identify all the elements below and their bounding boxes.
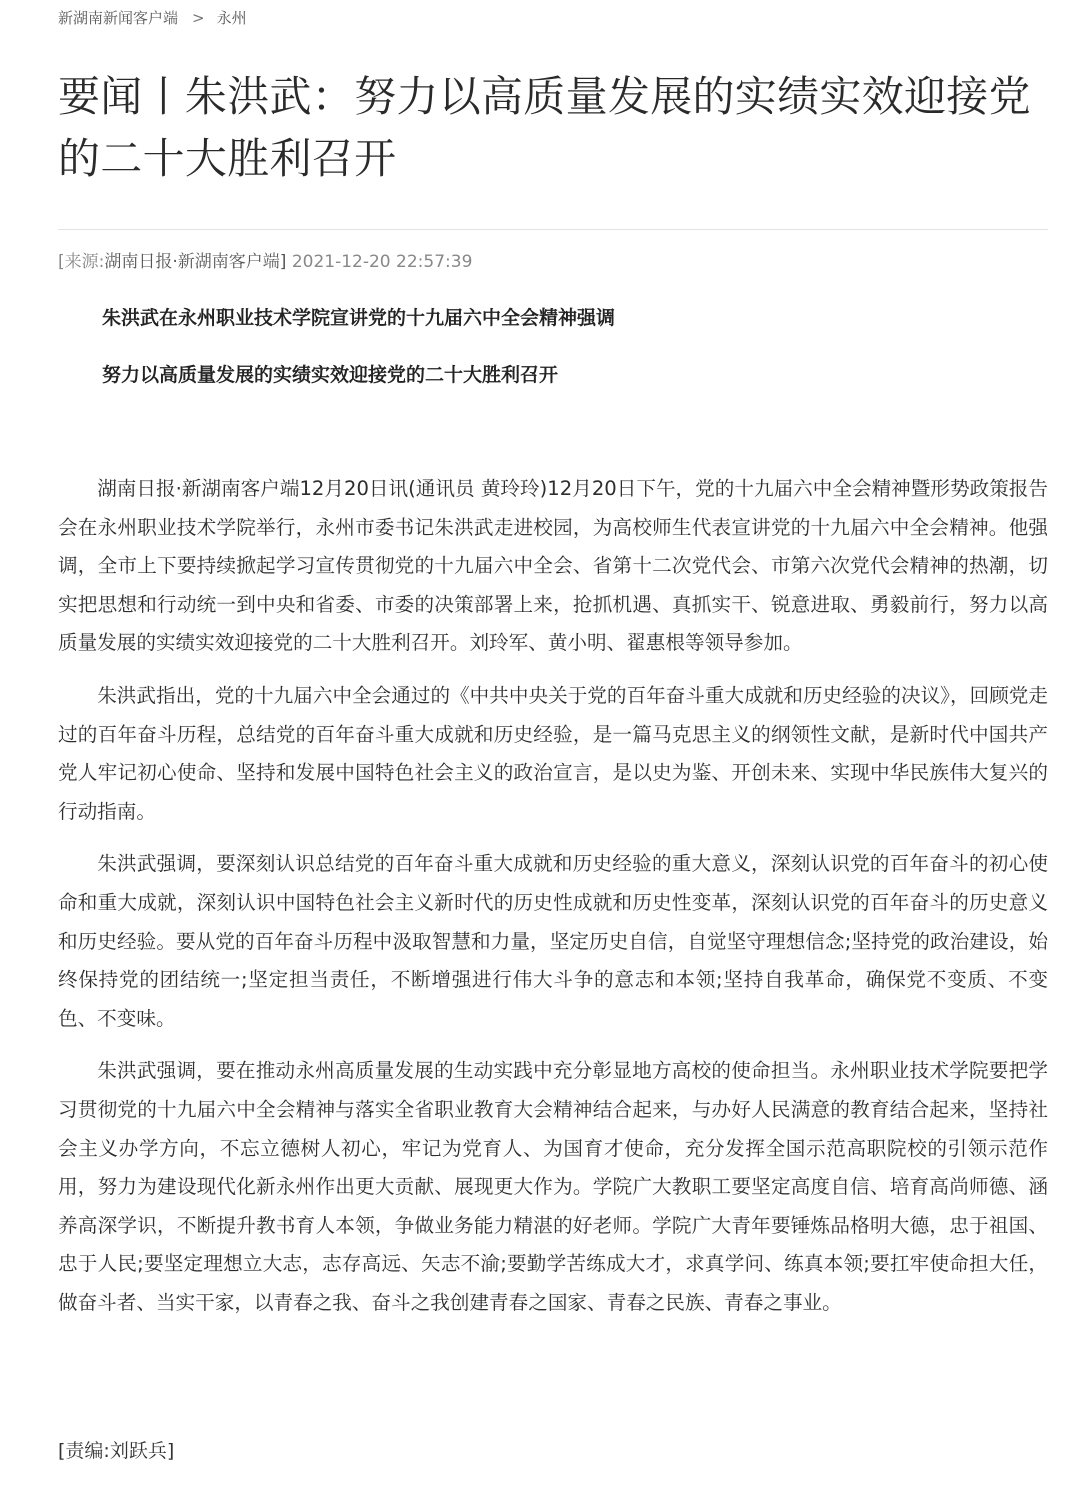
breadcrumb-home-link[interactable]: 新湖南新闻客户端 [58, 9, 179, 27]
article-paragraph: 朱洪武强调，要深刻认识总结党的百年奋斗重大成就和历史经验的重大意义，深刻认识党的百年奋斗的初心使命和重大成就，深刻认识中国特色社会主义新时代的历史性成就和历史性变革，深刻认识党的百年奋斗的历史意义和历史经验。要从党的百年奋斗历程中汲取智慧和力量，坚定历史自信，自觉坚守理想信念;坚持党的政治建设，始终保持党的团结统一;坚定担当责任，不断增强进行伟大斗争的意志和本领;坚持自我革命，确保党不变质、不变色、不变味。 [58, 852, 1048, 1030]
article-paragraph: 朱洪武指出，党的十九届六中全会通过的《中共中央关于党的百年奋斗重大成就和历史经验的决议》，回顾党走过的百年奋斗历程，总结党的百年奋斗重大成就和历史经验，是一篇马克思主义的纲领性文献，是新时代中国共产党人牢记初心使命、坚持和发展中国特色社会主义的政治宣言，是以史为鉴、开创未来、实现中华民族伟大复兴的行动指南。 [58, 683, 1048, 823]
breadcrumb-separator: > [192, 9, 205, 27]
article-paragraph: 朱洪武强调，要在推动永州高质量发展的生动实践中充分彰显地方高校的使命担当。永州职业技术学院要把学习贯彻党的十九届六中全会精神与落实全省职业教育大会精神结合起来，与办好人民满意的教育结合起来，坚持社会主义办学方向，不忘立德树人初心，牢记为党育人、为国育才使命，充分发挥全国示范高职院校的引领示范作用，努力为建设现代化新永州作出更大贡献、展现更大作为。学院广大教职工要坚定高度自信、培育高尚师德、涵养高深学识，不断提升教书育人本领，争做业务能力精湛的好老师。学院广大青年要锤炼品格明大德，忠于祖国、忠于人民;要坚定理想立大志，志存高远、矢志不渝;要勤学苦练成大才，求真学问、练真本领;要扛牢使命担大任，做奋斗者、当实干家，以青春之我、奋斗之我创建青春之国家、青春之民族、青春之事业。 [58, 1059, 1048, 1314]
article-body [58, 470, 1048, 1336]
subheading: 努力以高质量发展的实绩实效迎接党的二十大胜利召开 [102, 364, 559, 386]
breadcrumb-section-link[interactable]: 永州 [216, 9, 247, 27]
subheading: 朱洪武在永州职业技术学院宣讲党的十九届六中全会精神强调 [102, 307, 616, 329]
article-title: 要闻丨朱洪武：努力以高质量发展的实绩实效迎接党的二十大胜利召开 [58, 72, 1031, 183]
source-label: [来源: [58, 252, 105, 272]
editor-credit: [责编:刘跃兵] [58, 1440, 175, 1462]
article-meta [58, 250, 472, 274]
publish-datetime: 2021-12-20 22:57:39 [291, 252, 473, 272]
source-name: 湖南日报·新湖南客户端] [104, 252, 287, 272]
breadcrumb [58, 8, 247, 28]
title-divider [58, 229, 1048, 230]
article-paragraph: 湖南日报·新湖南客户端12月20日讯(通讯员 黄玲玲)12月20日下午，党的十九届六中全会精神暨形势政策报告会在永州职业技术学院举行，永州市委书记朱洪武走进校园，为高校师生代表宣讲党的十九届六中全会精神。他强调，全市上下要持续掀起学习宣传贯彻党的十九届六中全会、省第十二次党代会、市第六次党代会精神的热潮，切实把思想和行动统一到中央和省委、市委的决策部署上来，抢抓机遇、真抓实干、锐意进取、勇毅前行，努力以高质量发展的实绩实效迎接党的二十大胜利召开。刘玲军、黄小明、翟惠根等领导参加。 [58, 477, 1048, 655]
